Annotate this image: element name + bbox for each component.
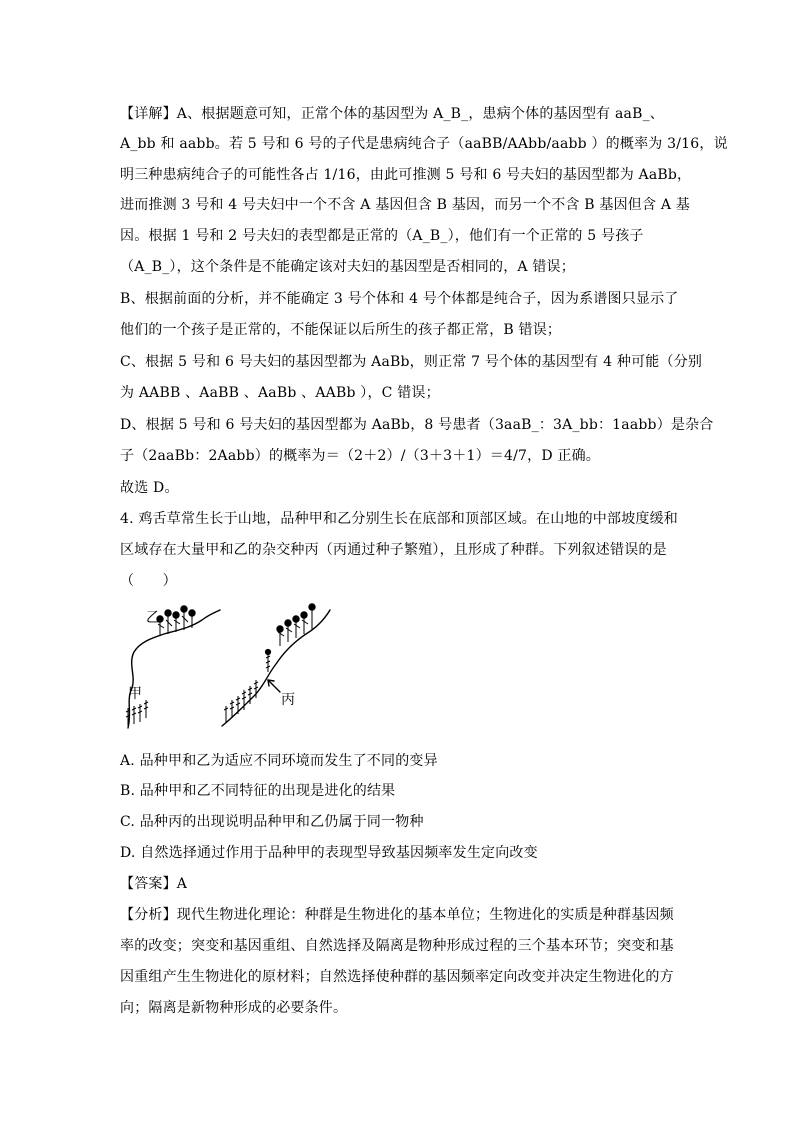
detail-line: B、根据前面的分析，并不能确定 3 号个体和 4 号个体都是纯合子，因为系谱图只显示了 [120,291,679,307]
detail-line: D、根据 5 号和 6 号夫妇的基因型都为 AaBb，8 号患者（3aaB_：3A_bb：1aabb）是杂合 [120,417,714,433]
detail-line: 故选 D。 [120,480,179,496]
detail-line: A_bb 和 aabb。若 5 号和 6 号的子代是患病纯合子（aaBB/AAbb/aabb ）的概率为 3/16，说 [120,136,728,152]
detail-line: C、根据 5 号和 6 号夫妇的基因型都为 AaBb，则正常 7 号个体的基因型有 4 种可能（分别 [120,354,703,370]
detail-line: 为 AABB 、AaBB 、AaBb 、AABb ），C 错误； [120,385,440,401]
option-a: A. 品种甲和乙为适应不同环境而发生了不同的变异 [120,753,438,769]
detail-line: 进而推测 3 号和 4 号夫妇中一个不含 A 基因但含 B 基因，而另一个不含 B 基因但含 A 基 [120,197,691,213]
answer-line: 【答案】A [120,876,188,892]
option-b: B. 品种甲和乙不同特征的出现是进化的结果 [120,783,396,799]
label-variety-jia: 甲 [128,686,142,702]
label-variety-yi: 乙 [146,610,160,626]
option-c: C. 品种丙的出现说明品种甲和乙仍属于同一物种 [120,814,424,830]
analysis-line: 向；隔离是新物种形成的必要条件。 [120,1000,348,1016]
question-stem-line: 4. 鸡舌草常生长于山地，品种甲和乙分别生长在底部和顶部区域。在山地的中部坡度缓和 [120,511,679,527]
hillside-figure [118,600,340,735]
analysis-line: 【分析】现代生物进化理论：种群是生物进化的基本单位；生物进化的实质是种群基因频 [120,907,674,923]
detail-line: 他们的一个孩子是正常的，不能保证以后所生的孩子都正常，B 错误； [120,322,562,338]
option-d: D. 自然选择通过作用于品种甲的表现型导致基因频率发生定向改变 [120,845,538,861]
analysis-line: 率的改变；突变和基因重组、自然选择及隔离是物种形成过程的三个基本环节；突变和基 [120,938,674,954]
detail-line: 明三种患病纯合子的可能性各占 1/16，由此可推测 5 号和 6 号夫妇的基因型都为 AaBb， [120,167,692,183]
detail-line: （A_B_），这个条件是不能确定该对夫妇的基因型是否相同的，A 错误； [120,259,575,275]
detail-line: 【详解】A、根据题意可知，正常个体的基因型为 A_B_，患病个体的基因型有 aaB_、 [120,106,664,122]
detail-line: 因。根据 1 号和 2 号夫妇的表型都是正常的（A_B_），他们有一个正常的 5 号孩子 [120,228,644,244]
detail-line: 子（2aaBb：2Aabb）的概率为＝（2＋2）/（3＋3＋1）＝4/7，D 正确。 [120,448,600,464]
analysis-line: 因重组产生生物进化的原材料；自然选择使种群的基因频率定向改变并决定生物进化的方 [120,969,674,985]
question-stem-line: 区域存在大量甲和乙的杂交种丙（丙通过种子繁殖），且形成了种群。下列叙述错误的是 [120,542,667,558]
label-variety-bing: 丙 [281,692,295,708]
question-blank: （ ） [120,573,177,589]
